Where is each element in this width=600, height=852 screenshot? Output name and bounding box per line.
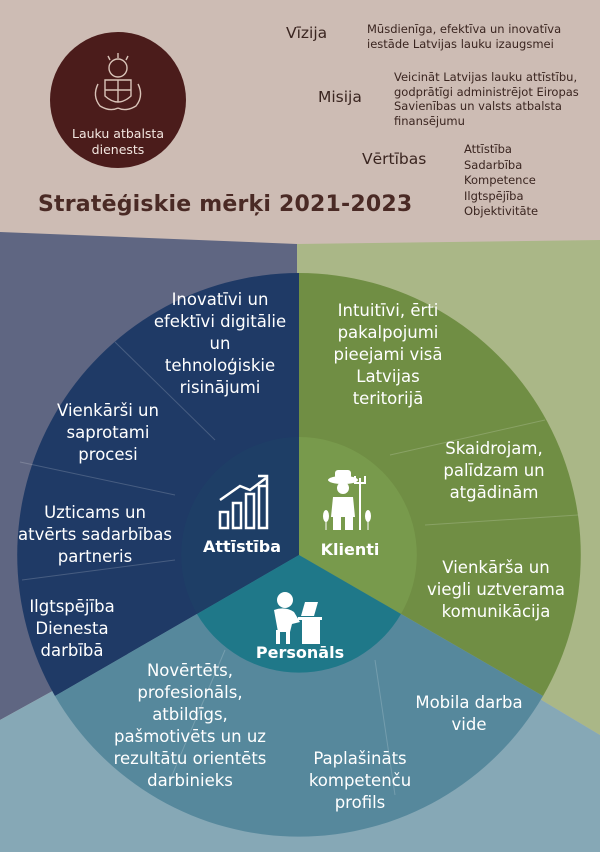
goal-line: atgādinām <box>449 483 539 502</box>
goal-line: Latvijas <box>356 367 420 386</box>
page-title: Stratēģiskie mērķi 2021-2023 <box>38 192 413 217</box>
mission-text-line: Savienības un valsts atbalsta <box>394 99 562 113</box>
goal-line: saprotami <box>66 423 150 442</box>
values-list <box>464 142 538 220</box>
goal-line: Mobila darba <box>415 693 523 712</box>
staff-goal-3 <box>398 692 540 736</box>
goal-line: palīdzam un <box>443 461 545 480</box>
goal-line: Vienkārša un <box>442 558 550 577</box>
goal-line: darbinieks <box>147 771 233 790</box>
goal-line: atvērts sadarbības <box>18 525 172 544</box>
goal-line: profesionāls, <box>137 683 243 702</box>
goal-line: viegli uztverama <box>427 580 565 599</box>
goal-line: Novērtēts, <box>146 661 234 680</box>
development-goal-4 <box>8 596 136 662</box>
goal-line: kompetenču <box>308 771 412 790</box>
value-item: Kompetence <box>464 173 536 187</box>
logo-text-line: Lauku atbalsta <box>72 126 164 141</box>
staff-goal-2 <box>290 748 430 814</box>
goal-line: un <box>209 334 231 353</box>
goal-line: rezultātu orientēts <box>113 749 267 768</box>
clients-goal-2 <box>420 438 568 504</box>
logo-text <box>68 126 168 158</box>
goal-line: efektīvi digitālie <box>153 312 287 331</box>
goal-line: Dienesta <box>35 619 109 638</box>
vision-text-line: Mūsdienīga, efektīva un inovatīva <box>367 22 562 36</box>
vision-text <box>367 22 561 52</box>
goal-line: komunikācija <box>441 602 551 621</box>
vision-label: Vīzija <box>286 24 328 42</box>
goal-line: Inovatīvi un <box>171 290 269 309</box>
development-goal-2 <box>38 400 178 466</box>
goal-line: Intuitīvi, ērti <box>337 301 439 320</box>
clients-goal-3 <box>415 557 577 623</box>
goal-line: darbībā <box>40 641 104 660</box>
vision-text-line: iestāde Latvijas lauku izaugsmei <box>367 37 554 51</box>
goal-line: partneris <box>57 547 133 566</box>
value-item: Sadarbība <box>464 157 523 172</box>
goal-line: Skaidrojam, <box>445 439 543 458</box>
mission-text-line: Veicināt Latvijas lauku attīstību, <box>394 70 578 84</box>
goal-line: tehnoloģiskie <box>164 356 276 375</box>
staff-hub-label: Personāls <box>255 643 345 662</box>
mission-label: Misija <box>318 88 362 106</box>
staff-goal-1 <box>95 660 285 792</box>
logo-text-line: dienests <box>91 142 145 157</box>
goal-line: Ilgtspējība <box>29 597 115 616</box>
development-goal-1 <box>140 289 300 399</box>
goal-line: teritorijā <box>352 389 424 408</box>
goal-line: risinājumi <box>179 378 261 397</box>
value-item: Attīstība <box>464 142 512 156</box>
value-item: Objektivitāte <box>464 204 539 218</box>
clients-hub-label: Klienti <box>320 540 380 559</box>
goal-line: pakalpojumi <box>337 323 439 342</box>
goal-line: vide <box>451 715 487 734</box>
value-item: Ilgtspējība <box>464 188 524 203</box>
goal-line: Uzticams un <box>44 503 146 522</box>
goal-line: Paplašināts <box>313 749 407 768</box>
goal-line: Vienkārši un <box>57 401 159 420</box>
mission-text-line: godprātīgi administrējot Eiropas <box>394 84 579 99</box>
goal-line: procesi <box>78 445 138 464</box>
clients-goal-1 <box>308 300 468 410</box>
values-label: Vērtības <box>362 150 427 168</box>
mission-text-line: finansējumu <box>394 113 465 128</box>
goal-line: profils <box>334 793 386 812</box>
goal-line: pieejami visā <box>333 345 443 364</box>
goal-line: atbildīgs, <box>152 705 228 724</box>
goal-line: pašmotivēts un uz <box>114 727 266 746</box>
development-goal-3 <box>10 502 180 568</box>
development-hub-label: Attīstība <box>202 537 282 556</box>
mission-text <box>394 70 579 128</box>
